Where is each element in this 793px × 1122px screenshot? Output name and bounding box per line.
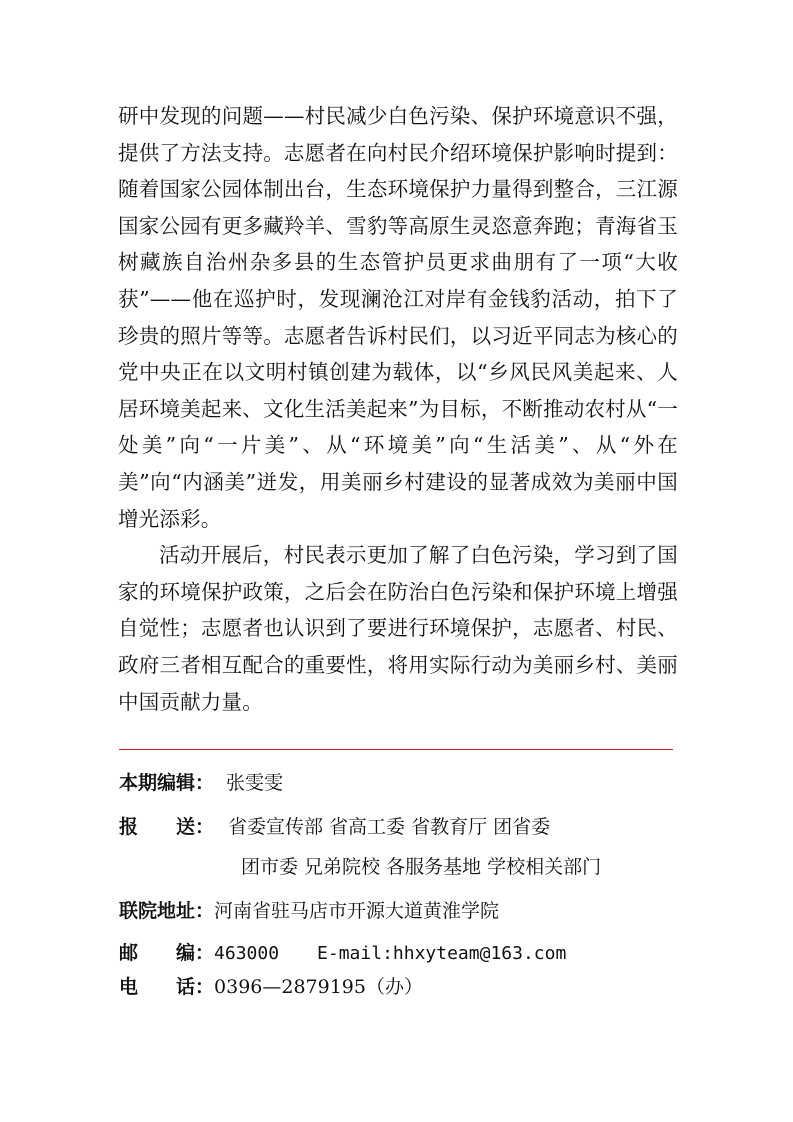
send-to-row bbox=[119, 812, 550, 839]
postcode-value: 463000 bbox=[214, 943, 280, 964]
red-divider-line bbox=[119, 749, 673, 750]
editor-label: 本期编辑： bbox=[119, 772, 215, 794]
paragraph-activity-outcome: 活动开展后，村民表示更加了解了白色污染，学习到了国家的环境保护政策，之后会在防治白色污染和保护环境上增强自觉性；志愿者也认识到了要进行环境保护，志愿者、村民、政府三者相互配合的重要性，将用实际行动为美丽乡村、美丽中国贡献力量。 bbox=[118, 543, 678, 714]
address-label: 联院地址： bbox=[119, 900, 215, 922]
phone-label: 电 话： bbox=[119, 976, 215, 998]
postcode-row bbox=[119, 938, 566, 965]
send-to-recipients-line1: 省委宣传部 省高工委 省教育厅 团省委 bbox=[228, 816, 551, 838]
editor-row bbox=[119, 768, 283, 795]
address-row bbox=[119, 896, 499, 923]
phone-value: 0396—2879195（办） bbox=[214, 976, 423, 998]
send-to-label: 报 送： bbox=[119, 816, 215, 838]
phone-row bbox=[119, 972, 423, 999]
postcode-label: 邮 编： bbox=[119, 942, 215, 964]
send-to-recipients-line2: 团市委 兄弟院校 各服务基地 学校相关部门 bbox=[241, 856, 602, 878]
paragraph-volunteer-introduction: 研中发现的问题——村民减少白色污染、保护环境意识不强，提供了方法支持。志愿者在向村民介绍环境保护影响时提到：随着国家公园体制出台，生态环境保护力量得到整合，三江源国家公园有更多藏羚羊、雪豹等高原生灵恣意奔跑；青海省玉树藏族自治州杂多县的生态管护员更求曲朋有了一项“大收获”——他在巡护时，发现澜沧江对岸有金钱豹活动，拍下了珍贵的照片等等。志愿者告诉村民们，以习近平同志为核心的党中央正在以文明村镇创建为载体，以“乡风民风美起来、人居环境美起来、文化生活美起来”为目标，不断推动农村从“一处美”向“一片美”、从“环境美”向“生活美”、从“外在美”向“内涵美”迸发，用美丽乡村建设的显著成效为美丽中国增光添彩。 bbox=[118, 104, 678, 531]
editor-name: 张雯雯 bbox=[226, 772, 284, 794]
article-body bbox=[118, 98, 678, 720]
address-value: 河南省驻马店市开源大道黄淮学院 bbox=[214, 900, 500, 922]
send-to-row-continued bbox=[241, 852, 601, 879]
email-value: E-mail:hhxyteam@163.com bbox=[317, 943, 567, 964]
